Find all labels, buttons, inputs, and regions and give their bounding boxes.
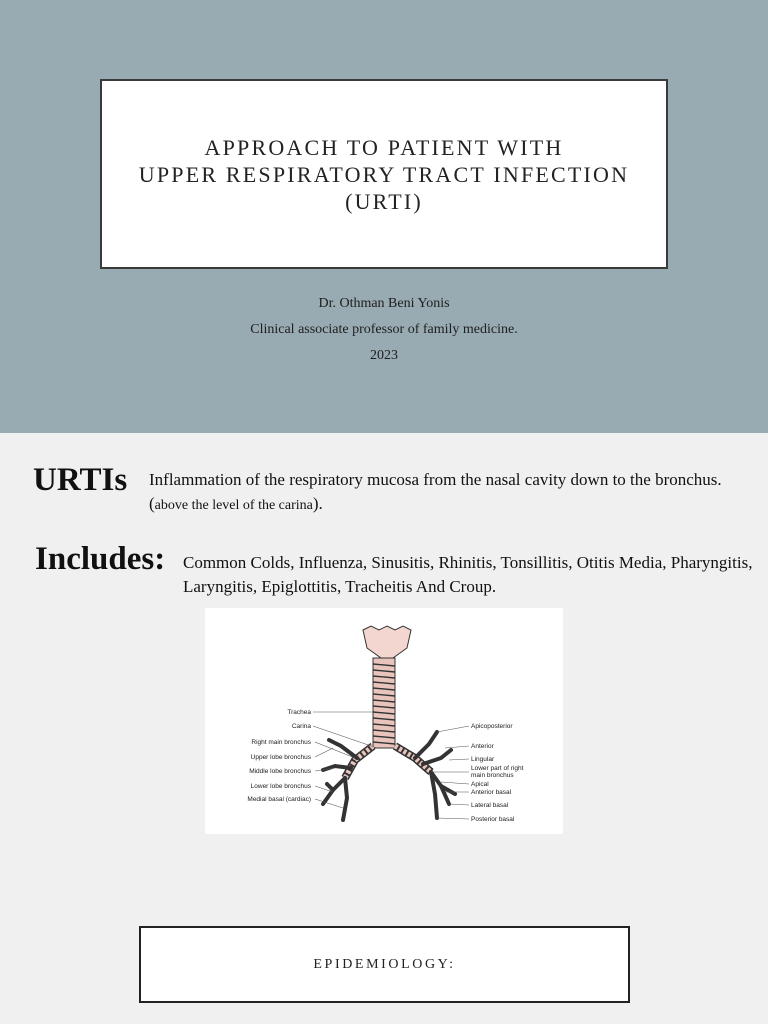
figure-label-posterior-basal: Posterior basal [471,816,515,823]
figure-label-anterior-basal: Anterior basal [471,789,512,796]
bronchial-tree-diagram [205,608,563,834]
urtis-definition-end: ). [312,494,323,513]
title-slide [0,0,768,433]
figure-label-anterior: Anterior [471,743,494,750]
presentation-year: 2023 [370,348,398,363]
bronchial-tree-figure [205,608,563,834]
figure-label-trachea: Trachea [287,709,311,716]
epidemiology-title-box [139,926,630,1003]
figure-label-apicoposterior: Apicoposterior [471,723,513,730]
author-name: Dr. Othman Beni Yonis [318,296,450,311]
author-position: Clinical associate professor of family medicine. [250,322,518,337]
figure-label-apical: Apical [471,781,489,788]
figure-label-lingular: Lingular [471,756,495,763]
urtis-term: URTIs [33,462,128,498]
figure-label-upper-lobe-bronchus: Upper lobe bronchus [250,754,311,761]
includes-list: Common Colds, Influenza, Sinusitis, Rhinitis, Tonsillitis, Otitis Media, Pharyngitis, Laryngitis, Epiglottitis, Tracheitis And Croup. [183,553,753,596]
figure-label-lower-part-right: Lower part of right [471,765,524,772]
figure-label-middle-lobe-bronchus: Middle lobe bronchus [249,768,311,775]
urtis-definition [149,468,749,518]
figure-label-carina: Carina [291,723,311,730]
figure-label-lower-lobe-bronchus: Lower lobe bronchus [250,783,311,790]
title-box [100,79,668,269]
epidemiology-title: EPIDEMIOLOGY: [313,956,456,972]
figure-label-main-bronchus: main bronchus [471,772,514,779]
urtis-definition-note: above the level of the carina [154,498,313,513]
title-line-2: UPPER RESPIRATORY TRACT INFECTION [138,161,630,187]
urtis-definition-main: Inflammation of the respiratory mucosa from the nasal cavity down to the bronchus. ( [149,470,722,513]
title-line-3: (URTI) [345,188,423,214]
includes-term: Includes: [35,541,166,577]
figure-label-right-main-bronchus: Right main bronchus [251,739,311,746]
figure-label-medial-basal: Medial basal (cardiac) [247,796,311,803]
title-line-1: APPROACH TO PATIENT WITH [204,134,564,160]
figure-label-lateral-basal: Lateral basal [471,802,509,809]
